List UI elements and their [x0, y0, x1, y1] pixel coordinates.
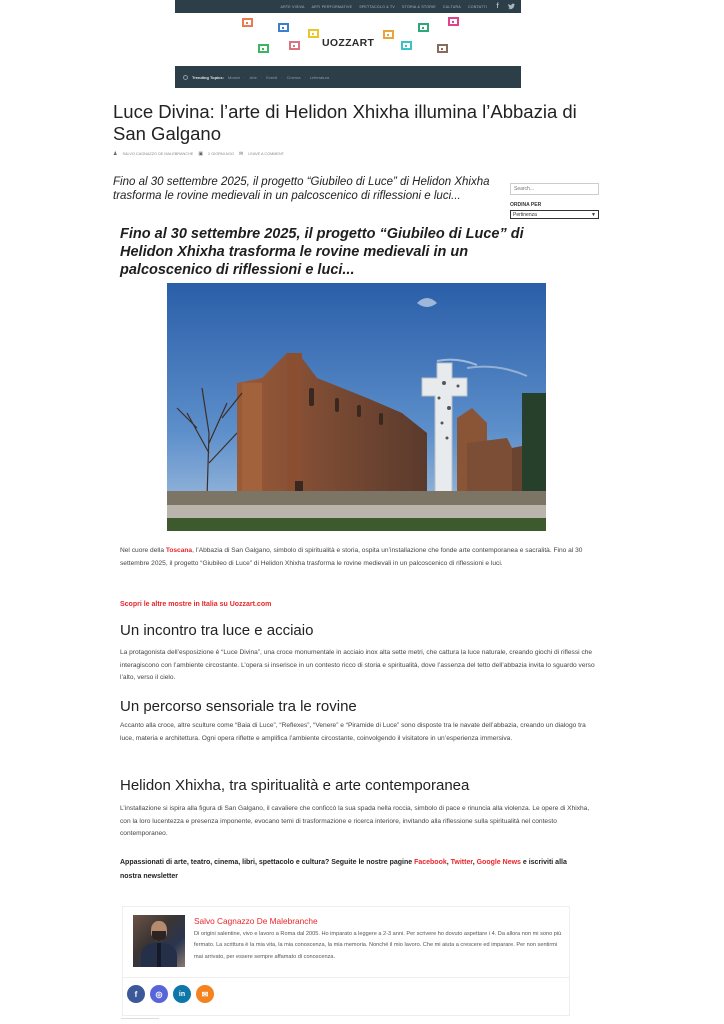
post-excerpt: Fino al 30 settembre 2025, il progetto “Giubileo di Luce” di Helidon Xhixha trasforma le rovine medievali in un palcoscenico di riflessioni e luci...	[113, 176, 490, 202]
leave-comment-link[interactable]: LEAVE A COMMENT	[248, 152, 285, 156]
linkedin-icon[interactable]: in	[173, 985, 191, 1003]
section-heading: Un incontro tra luce e acciaio	[120, 622, 314, 639]
order-by-value: Pertinenza	[513, 211, 537, 218]
screen-icon	[278, 23, 289, 32]
order-by-select[interactable]	[510, 210, 599, 219]
section-paragraph: Accanto alla croce, altre sculture come “Baia di Luce”, “Reflexes”, “Venere” e “Piramide di Luce” sono disposte tra le navate dell’abbazia, creando un dialogo tra luce, materia e architettura. Ogni opera riflette e amplifica l’ambiente circostante, coinvolgendo il visitatore in un’esperienza immersiva.	[120, 722, 586, 742]
screen-icon	[242, 18, 253, 27]
site-header	[175, 0, 521, 88]
avatar	[133, 915, 185, 967]
trending-item[interactable]: Cinema	[286, 74, 301, 80]
trending-label: Trending Topics:	[192, 74, 224, 80]
nav-item-arti-performative[interactable]: ARTI PERFORMATIVE	[311, 4, 353, 9]
trending-item[interactable]: Eventi	[266, 74, 278, 80]
screen-icon	[418, 23, 429, 32]
facebook-icon[interactable]: f	[127, 985, 145, 1003]
separator: ·	[304, 74, 306, 80]
divider	[121, 1018, 159, 1019]
page-title: Luce Divina: l’arte di Helidon Xhixha illumina l’Abbazia di San Galgano	[113, 101, 577, 144]
chevron-down-icon: ▼	[591, 211, 596, 218]
email-icon[interactable]: ✉	[196, 985, 214, 1003]
screen-icon	[308, 29, 319, 38]
article-lead: Fino al 30 settembre 2025, il progetto “Giubileo di Luce” di Helidon Xhixha trasforma le rovine medievali in un palcoscenico di riflessioni e luci...	[120, 226, 524, 278]
nav-item-arte-visiva[interactable]: ARTE VISIVA	[280, 4, 305, 9]
section-paragraph: L’installazione si ispira alla figura di San Galgano, il cavaliere che conficcò la sua spada nella roccia, simbolo di pace e rinuncia alla violenza. Le opere di Xhixha, con la loro lucentezza e presenza imponente, evocano temi di trasformazione e ricerca interiore, invitando alla riflessione sulla spiritualità nel contesto contemporaneo.	[120, 805, 590, 838]
facebook-link[interactable]: Facebook	[414, 859, 447, 866]
post-date: 2 GIORNI AGO	[208, 152, 234, 156]
logo-area[interactable]	[175, 13, 521, 66]
screen-icon	[383, 30, 394, 39]
screen-icon	[258, 44, 269, 53]
clock-icon	[183, 75, 188, 80]
divider	[123, 977, 569, 978]
author-name-link[interactable]: Salvo Cagnazzo De Malebranche	[194, 916, 318, 926]
post-meta	[113, 151, 284, 157]
site-logo[interactable]: UOZZART	[322, 37, 375, 49]
search-input[interactable]	[510, 183, 599, 195]
calendar-icon: ▣	[198, 151, 204, 157]
separator: ·	[244, 74, 246, 80]
twitter-icon[interactable]	[508, 3, 515, 10]
screen-icon	[437, 44, 448, 53]
author-social-links	[127, 985, 214, 1003]
toscana-link[interactable]: Toscana	[165, 547, 193, 554]
trending-item[interactable]: Letteratura	[309, 74, 330, 80]
nav-item-storia[interactable]: STORIA & STORIE	[402, 4, 436, 9]
comment-icon: ✉	[239, 151, 244, 157]
nav-item-cultura[interactable]: CULTURA	[442, 4, 461, 9]
sidebar	[510, 177, 600, 219]
screen-icon	[289, 41, 300, 50]
intro-paragraph: Nel cuore della Toscana, l’Abbazia di San Galgano, simbolo di spiritualità e storia, ospita un’installazione che fonde arte contemporanea e sacralità. Fino al 30 settembre 2025, il progetto “Giubileo di Luce” di Helidon Xhixha trasforma le rovine medievali in un palcoscenico di riflessioni e luci.	[120, 547, 583, 567]
section-heading: Un percorso sensoriale tra le rovine	[120, 698, 357, 715]
author-link[interactable]: SALVO CAGNAZZO DE MALEBRANCHE	[122, 152, 194, 156]
twitter-link[interactable]: Twitter	[450, 859, 473, 866]
section-heading: Helidon Xhixha, tra spiritualità e arte contemporanea	[120, 777, 470, 794]
trending-item[interactable]: Mostre	[227, 74, 241, 80]
user-icon: ♟	[113, 151, 118, 157]
author-bio: Di origini salentine, vivo e lavoro a Roma dal 2005. Ho imparato a leggere a 2-3 anni. Per scrivere ho dovuto aspettare i 4. Da allora non mi sono più fermato. La scrittura è la mia vita, la mia conoscenza, la mia memoria. Nonché il mio lavoro. Che mi aiuta a crescere ed imparare. Per non sentirmi mai arrivato, per essere sempre affamato di conoscenza.	[194, 931, 562, 960]
section-paragraph: La protagonista dell’esposizione è “Luce Divina”, una croce monumentale in acciaio inox alta sette metri, che cattura la luce naturale, creando giochi di riflessi che interagiscono con l’ambiente circostante. L’opera si inserisce in un contesto ricco di storia e spiritualità, dove l’assenza del tetto dell’abbazia invita lo sguardo verso l’alto, verso il cielo.	[120, 649, 595, 682]
separator: ·	[281, 74, 283, 80]
article-hero-image	[167, 283, 546, 531]
nav-item-spettacolo[interactable]: SPETTACOLO & TV	[359, 4, 396, 9]
author-box	[122, 906, 570, 1016]
separator: ·	[260, 74, 263, 80]
follow-us-paragraph: Appassionati di arte, teatro, cinema, libri, spettacolo e cultura? Seguite le nostre pagine Facebook, Twitter, Google News e iscriviti alla nostra newsletter	[120, 859, 567, 880]
more-exhibitions-link[interactable]: Scopri le altre mostre in Italia su Uozzart.com	[120, 601, 272, 608]
order-by-label: ORDINA PER	[510, 202, 542, 208]
screen-icon	[448, 17, 459, 26]
trending-bar	[175, 66, 521, 88]
top-navigation	[175, 0, 521, 13]
facebook-icon[interactable]: f	[496, 3, 499, 10]
instagram-icon[interactable]: ◎	[150, 985, 168, 1003]
trending-item[interactable]: Arte	[249, 74, 257, 80]
nav-item-contatti[interactable]: CONTATTI	[467, 4, 487, 9]
google-news-link[interactable]: Google News	[476, 859, 521, 866]
screen-icon	[401, 41, 412, 50]
